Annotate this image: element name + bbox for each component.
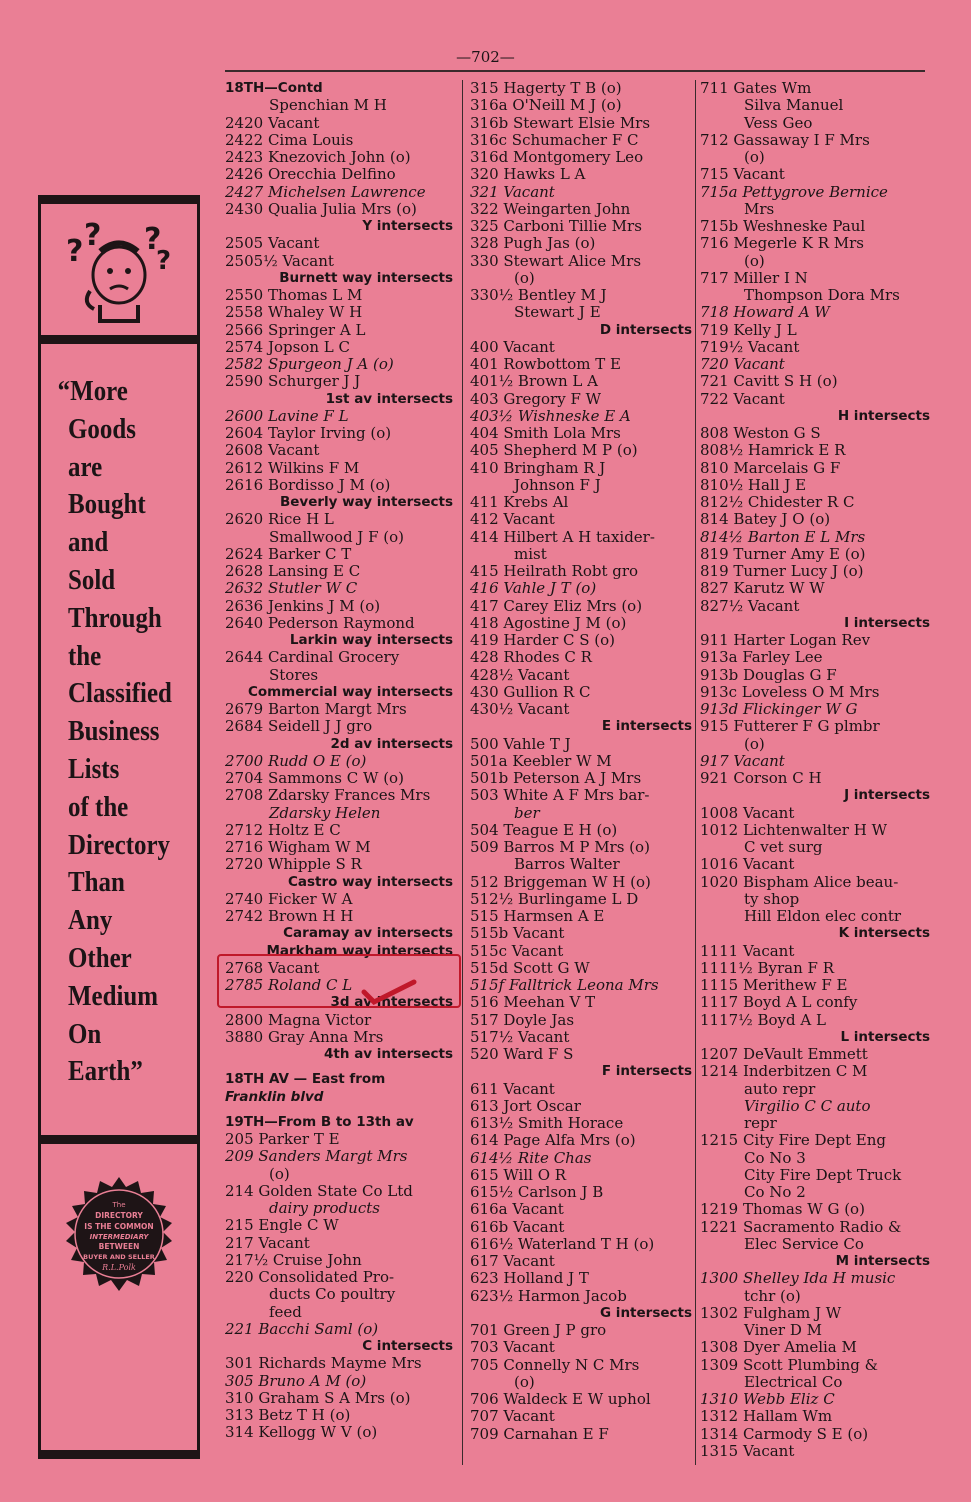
listing-continuation: (o): [514, 1373, 535, 1391]
listing-continuation: Co No 3: [744, 1149, 806, 1167]
listing: 515f Falltrick Leona Mrs: [470, 977, 659, 994]
listing-continuation: Virgilio C C auto: [744, 1097, 871, 1115]
listing: 3880 Gray Anna Mrs: [225, 1028, 384, 1046]
listing: 1016 Vacant: [700, 856, 795, 874]
listing: 814 Batey J O (o): [700, 511, 831, 529]
listing-continuation: Thompson Dora Mrs: [744, 287, 900, 304]
listing: 2716 Wigham W M: [225, 839, 371, 856]
ad-bottom-band: [38, 1450, 200, 1459]
pen-highlight-box: [217, 954, 461, 1008]
listing-continuation: Silva Manuel: [744, 97, 844, 115]
listing: 814½ Barton E L Mrs: [700, 528, 866, 546]
listing: 322 Weingarten John: [470, 200, 631, 218]
listing: 1314 Carmody S E (o): [700, 1425, 869, 1443]
listing: 411 Krebs Al: [470, 494, 569, 511]
listing: 614½ Rite Chas: [470, 1149, 592, 1167]
listing: 1111 Vacant: [700, 942, 795, 960]
listing: 330 Stewart Alice Mrs: [470, 252, 642, 270]
listing: 711 Gates Wm: [700, 80, 812, 97]
listing: 2600 Lavine F L: [225, 407, 349, 425]
listing: 401 Rowbottom T E: [470, 356, 621, 373]
listing: 810½ Hall J E: [700, 476, 807, 494]
listing: 1308 Dyer Amelia M: [700, 1339, 857, 1357]
listing: 720 Vacant: [700, 356, 785, 373]
listing: 416 Vahle J T (o): [470, 580, 597, 598]
listing: 1219 Thomas W G (o): [700, 1201, 865, 1219]
listing-continuation: auto repr: [744, 1080, 816, 1098]
intersection-heading: D intersects: [599, 321, 692, 338]
ad-top-band: [38, 195, 200, 204]
listing: 2636 Jenkins J M (o): [225, 597, 381, 615]
listing: 819 Turner Lucy J (o): [700, 563, 864, 580]
listing: 1115 Merithew F E: [700, 977, 848, 994]
slogan-line: Classified: [68, 677, 172, 710]
intersection-heading: Markham way intersects: [266, 942, 453, 959]
listing: 2608 Vacant: [225, 442, 320, 460]
listing-continuation: mist: [514, 545, 547, 563]
intersection-heading: Beverly way intersects: [279, 494, 453, 510]
listing: 517½ Vacant: [470, 1028, 570, 1046]
seal-line: BUYER AND SELLER: [83, 1253, 155, 1261]
listing: 2612 Wilkins F M: [225, 459, 360, 477]
intersection-heading: Caramay av intersects: [283, 925, 453, 942]
listing: 414 Hilbert A H taxider-: [470, 528, 655, 546]
seal-signature: R.L.Polk: [102, 1263, 136, 1272]
intersection-heading: K intersects: [838, 925, 930, 942]
listing: 2742 Brown H H: [225, 908, 354, 925]
slogan-line: of the: [68, 790, 129, 823]
listing-continuation: Vess Geo: [744, 114, 813, 132]
listing: 705 Connelly N C Mrs: [470, 1356, 640, 1374]
slogan-line: are: [68, 450, 103, 483]
listing: 2632 Stutler W C: [225, 580, 358, 598]
listing: 703 Vacant: [470, 1339, 555, 1357]
listing: 2800 Magna Victor: [225, 1011, 372, 1029]
listing-continuation: (o): [744, 149, 765, 166]
listing: 205 Parker T E: [225, 1131, 340, 1148]
ad-border-right: [197, 195, 200, 1459]
intersection-heading: I intersects: [844, 614, 930, 631]
listing: 611 Vacant: [470, 1080, 555, 1098]
listing: 616a Vacant: [470, 1201, 564, 1219]
listing: 2427 Michelsen Lawrence: [225, 183, 426, 201]
listing: 615 Will O R: [470, 1166, 567, 1184]
listing: 217½ Cruise John: [225, 1251, 362, 1269]
listing: 316c Schumacher F C: [470, 131, 639, 149]
slogan-line: Through: [68, 601, 162, 634]
svg-text:?: ?: [144, 222, 162, 257]
listing: 2566 Springer A L: [225, 321, 366, 339]
listing: 515b Vacant: [470, 925, 565, 943]
slogan-line: “More: [57, 375, 128, 407]
listing: 404 Smith Lola Mrs: [470, 425, 621, 442]
listing: 722 Vacant: [700, 390, 785, 408]
listing: 1012 Lichtenwalter H W: [700, 821, 888, 839]
directory-column-1: [225, 80, 453, 1442]
listing: 313 Betz T H (o): [225, 1407, 351, 1424]
listing: 215 Engle C W: [225, 1217, 339, 1235]
listing-continuation: City Fire Dept Truck: [744, 1166, 902, 1184]
listing-continuation: Viner D M: [744, 1322, 822, 1339]
seal-line: The: [112, 1201, 126, 1209]
listing: 1008 Vacant: [700, 804, 795, 822]
listing: 209 Sanders Margt Mrs: [225, 1148, 408, 1166]
spacer: [225, 1106, 453, 1114]
listing: 1310 Webb Eliz C: [700, 1391, 835, 1408]
listing-continuation: (o): [514, 269, 535, 287]
listing: 2720 Whipple S R: [225, 856, 362, 874]
street-heading: 19TH—From B to 13th av: [225, 1113, 414, 1130]
listing: 719 Kelly J L: [700, 321, 797, 339]
listing: 305 Bruno A M (o): [225, 1372, 367, 1390]
listing: 2640 Pederson Raymond: [225, 614, 415, 632]
listing: 2679 Barton Margt Mrs: [225, 701, 407, 718]
slogan-line: On: [68, 1017, 102, 1050]
listing: 217 Vacant: [225, 1234, 310, 1252]
listing-continuation: Smallwood J F (o): [269, 528, 404, 546]
listing: 509 Barros M P Mrs (o): [470, 839, 650, 856]
listing: 501a Keebler W M: [470, 752, 612, 770]
listing: 2604 Taylor Irving (o): [225, 425, 392, 442]
svg-text:?: ?: [84, 218, 102, 253]
listing: 2430 Qualia Julia Mrs (o): [225, 200, 417, 218]
listing: 706 Waldeck E W uphol: [470, 1391, 651, 1408]
listing: 2704 Sammons C W (o): [225, 770, 404, 787]
listing: 913c Loveless O M Mrs: [700, 683, 880, 701]
listing: 2505½ Vacant: [225, 252, 334, 270]
street-heading: 18TH—Contd: [225, 80, 323, 96]
listing: 617 Vacant: [470, 1253, 555, 1270]
listing: 1309 Scott Plumbing &: [700, 1356, 879, 1374]
listing: 403 Gregory F W: [470, 390, 602, 408]
listing: 320 Hawks L A: [470, 166, 586, 184]
listing-continuation: C vet surg: [744, 839, 823, 856]
listing-continuation: ber: [514, 804, 540, 822]
listing: 512 Briggeman W H (o): [470, 873, 651, 891]
directory-column-3: [700, 80, 930, 1460]
listing: 2590 Schurger J J: [225, 373, 361, 391]
listing: 721 Cavitt S H (o): [700, 373, 838, 391]
seal-line: INTERMEDIARY: [89, 1233, 149, 1241]
listing: 2574 Jopson L C: [225, 338, 350, 356]
listing: 1315 Vacant: [700, 1442, 795, 1460]
listing: 718 Howard A W: [700, 304, 830, 322]
listing: 810 Marcelais G F: [700, 459, 841, 477]
listing: 403½ Wishneske E A: [470, 407, 631, 425]
listing: 501b Peterson A J Mrs: [470, 770, 642, 787]
intersection-heading: Castro way intersects: [288, 873, 453, 890]
intersection-heading: Commercial way intersects: [247, 683, 453, 700]
listing: 715a Pettygrove Bernice: [700, 183, 888, 201]
listing-continuation: Barros Walter: [514, 856, 620, 874]
listing-continuation: Stores: [269, 666, 319, 684]
intersection-heading: 4th av intersects: [324, 1046, 453, 1062]
listing-continuation: Mrs: [744, 200, 775, 218]
listing-continuation: Zdarsky Helen: [269, 804, 381, 822]
listing: 516 Meehan V T: [470, 994, 596, 1012]
ad-separator: [38, 1135, 200, 1144]
seal-line: DIRECTORY: [95, 1211, 143, 1220]
intersection-heading: Larkin way intersects: [289, 632, 453, 648]
intersection-heading: H intersects: [837, 407, 930, 424]
ad-border-left: [38, 195, 41, 1459]
listing: 827½ Vacant: [700, 597, 800, 615]
seal-line: IS THE COMMON: [84, 1222, 154, 1231]
listing-continuation: (o): [744, 252, 765, 270]
listing: 314 Kellogg W V (o): [225, 1424, 378, 1442]
listing: 707 Vacant: [470, 1408, 555, 1426]
slogan-line: Than: [68, 866, 125, 899]
listing: 503 White A F Mrs bar-: [470, 787, 650, 805]
intersection-heading: 1st av intersects: [325, 390, 453, 407]
listing: 2644 Cardinal Grocery: [225, 649, 400, 667]
listing: 2582 Spurgeon J A (o): [225, 356, 394, 373]
listing: 2620 Rice H L: [225, 511, 334, 529]
listing: 321 Vacant: [470, 183, 555, 201]
listing-continuation: ducts Co poultry: [269, 1286, 396, 1304]
listing: 2785 Roland C L: [225, 977, 353, 994]
listing: 2505 Vacant: [225, 235, 320, 253]
column-rule: [462, 80, 463, 1465]
intersection-heading: C intersects: [362, 1338, 453, 1354]
listing: 2628 Lansing E C: [225, 563, 361, 580]
listing: 915 Futterer F G plmbr: [700, 718, 880, 736]
listing: 515 Harmsen A E: [470, 908, 605, 925]
listing: 412 Vacant: [470, 511, 555, 529]
slogan-line: Goods: [68, 412, 136, 445]
listing: 1302 Fulgham J W: [700, 1304, 842, 1322]
listing-continuation: (o): [744, 735, 765, 753]
listing: 1221 Sacramento Radio &: [700, 1218, 902, 1236]
slogan-line: Business: [68, 715, 160, 748]
listing-continuation: ty shop: [744, 890, 800, 908]
listing: 616b Vacant: [470, 1218, 565, 1236]
listing: 2712 Holtz E C: [225, 821, 341, 839]
listing: 419 Harder C S (o): [470, 632, 616, 649]
street-heading: 18TH AV — East from: [225, 1071, 386, 1088]
slogan-line: Earth”: [68, 1055, 143, 1088]
listing: 315 Hagerty T B (o): [470, 80, 622, 97]
ad-slogan: [57, 373, 188, 1091]
listing: 701 Green J P gro: [470, 1322, 607, 1339]
column-rule: [695, 80, 696, 1465]
listing: 2550 Thomas L M: [225, 287, 363, 304]
listing: 615½ Carlson J B: [470, 1184, 604, 1201]
listing: 417 Carey Eliz Mrs (o): [470, 597, 643, 615]
listing: 301 Richards Mayme Mrs: [225, 1355, 422, 1373]
listing: 316b Stewart Elsie Mrs: [470, 114, 651, 132]
listing: 712 Gassaway I F Mrs: [700, 131, 870, 149]
listing: 512½ Burlingame L D: [470, 890, 639, 908]
intersection-heading: M intersects: [835, 1253, 930, 1269]
listing-continuation: feed: [269, 1303, 302, 1321]
listing: 316a O'Neill M J (o): [470, 97, 622, 115]
listing: 614 Page Alfa Mrs (o): [470, 1132, 636, 1150]
listing: 430½ Vacant: [470, 701, 570, 718]
listing-continuation: Electrical Co: [744, 1373, 843, 1391]
listing: 2422 Cima Louis: [225, 131, 354, 149]
listing: 415 Heilrath Robt gro: [470, 563, 639, 580]
listing: 405 Shepherd M P (o): [470, 442, 638, 460]
listing: 911 Harter Logan Rev: [700, 632, 871, 649]
pen-checkmark-icon: [360, 978, 420, 1008]
listing: 1300 Shelley Ida H music: [700, 1270, 896, 1288]
listing-continuation: Spenchian M H: [269, 97, 387, 115]
listing: 325 Carboni Tillie Mrs: [470, 218, 642, 235]
listing: 1207 DeVault Emmett: [700, 1046, 868, 1063]
intersection-heading: E intersects: [601, 718, 692, 735]
slogan-line: Any: [68, 904, 113, 937]
svg-text:?: ?: [156, 246, 172, 276]
listing: 515d Scott G W: [470, 959, 590, 977]
listing: 328 Pugh Jas (o): [470, 235, 596, 253]
listing: 913a Farley Lee: [700, 649, 823, 667]
listing: 719½ Vacant: [700, 338, 800, 356]
listing: 220 Consolidated Pro-: [225, 1269, 395, 1286]
listing: 913b Douglas G F: [700, 666, 837, 684]
listing-continuation: tchr (o): [744, 1287, 801, 1305]
listing: 623 Holland J T: [470, 1270, 589, 1288]
intersection-heading: Burnett way intersects: [279, 269, 453, 286]
listing: 316d Montgomery Leo: [470, 149, 644, 166]
listing: 504 Teague E H (o): [470, 821, 618, 839]
listing: 715 Vacant: [700, 166, 785, 184]
listing: 1117½ Boyd A L: [700, 1011, 826, 1029]
slogan-line: Medium: [68, 979, 159, 1012]
listing: 418 Agostine J M (o): [470, 614, 627, 632]
listing: 2708 Zdarsky Frances Mrs: [225, 787, 431, 805]
listing: 616½ Waterland T H (o): [470, 1235, 655, 1253]
listing-continuation: Co No 2: [744, 1184, 806, 1201]
listing: 1117 Boyd A L confy: [700, 994, 858, 1012]
svg-text:?: ?: [66, 234, 84, 269]
listing: 330½ Bentley M J: [470, 287, 607, 304]
listing: 717 Miller I N: [700, 269, 808, 287]
listing: 214 Golden State Co Ltd: [225, 1182, 413, 1200]
listing: 819 Turner Amy E (o): [700, 545, 866, 563]
listing: 1312 Hallam Wm: [700, 1408, 833, 1426]
slogan-line: and: [68, 526, 109, 559]
seal-line: BETWEEN: [98, 1242, 140, 1251]
listing-continuation: (o): [269, 1165, 290, 1183]
listing: 2423 Knezovich John (o): [225, 149, 411, 166]
listing: 1215 City Fire Dept Eng: [700, 1132, 887, 1150]
listing: 613 Jort Oscar: [470, 1097, 581, 1115]
listing: 2558 Whaley W H: [225, 304, 363, 322]
sidebar-advertisement: [38, 195, 200, 1465]
listing: 310 Graham S A Mrs (o): [225, 1389, 411, 1407]
intersection-heading: 2d av intersects: [330, 735, 453, 752]
listing-continuation: Elec Service Co: [744, 1235, 864, 1253]
slogan-line: Bought: [68, 488, 146, 521]
slogan-line: Sold: [68, 563, 116, 596]
listing: 913d Flickinger W G: [700, 701, 858, 718]
listing: 520 Ward F S: [470, 1046, 574, 1063]
directory-seal-icon: [60, 1175, 178, 1293]
street-heading: Franklin blvd: [225, 1088, 324, 1105]
listing: 808½ Hamrick E R: [700, 442, 846, 460]
spacer: [225, 1063, 453, 1071]
listing: 517 Doyle Jas: [470, 1011, 575, 1029]
listing-continuation: Hill Eldon elec contr: [744, 908, 902, 925]
listing: 401½ Brown L A: [470, 373, 598, 391]
intersection-heading: F intersects: [601, 1063, 692, 1080]
listing-continuation: Stewart J E: [514, 304, 601, 322]
top-rule: [225, 70, 925, 72]
slogan-line: Other: [68, 941, 132, 974]
listing-continuation: repr: [744, 1115, 777, 1132]
listing: 2740 Ficker W A: [225, 890, 353, 908]
listing: 716 Megerle K R Mrs: [700, 235, 864, 253]
intersection-heading: Y intersects: [362, 218, 453, 234]
listing-continuation: Johnson F J: [514, 476, 601, 494]
listing: 812½ Chidester R C: [700, 494, 855, 511]
listing: 623½ Harmon Jacob: [470, 1287, 627, 1305]
intersection-heading: L intersects: [840, 1028, 930, 1045]
listing: 827 Karutz W W: [700, 580, 825, 598]
listing: 515c Vacant: [470, 942, 564, 960]
intersection-heading: J intersects: [844, 787, 930, 804]
slogan-line: the: [68, 639, 102, 672]
listing: 1020 Bispham Alice beau-: [700, 873, 899, 891]
listing: 1214 Inderbitzen C M: [700, 1063, 868, 1081]
listing: 715b Weshneske Paul: [700, 218, 866, 235]
puzzled-boy-cartoon-icon: [60, 213, 178, 323]
listing-continuation: dairy products: [269, 1200, 380, 1217]
listing: 808 Weston G S: [700, 425, 821, 442]
listing: 921 Corson C H: [700, 770, 822, 787]
listing: 2426 Orecchia Delfino: [225, 166, 396, 184]
page-number: —702—: [456, 48, 515, 66]
listing: 221 Bacchi Saml (o): [225, 1320, 379, 1338]
listing: 500 Vahle T J: [470, 735, 571, 753]
listing: 2768 Vacant: [225, 959, 320, 977]
listing: 400 Vacant: [470, 338, 555, 356]
intersection-heading: G intersects: [600, 1304, 692, 1321]
listing: 2420 Vacant: [225, 114, 320, 132]
listing: 709 Carnahan E F: [470, 1425, 609, 1443]
listing: 2624 Barker C T: [225, 545, 352, 563]
listing: 428 Rhodes C R: [470, 649, 592, 667]
listing: 613½ Smith Horace: [470, 1115, 624, 1132]
listing: 917 Vacant: [700, 752, 785, 770]
slogan-line: Lists: [68, 752, 120, 785]
listing: 428½ Vacant: [470, 666, 570, 684]
listing: 430 Gullion R C: [470, 683, 591, 701]
directory-column-2: [470, 80, 692, 1443]
listing: 410 Bringham R J: [470, 459, 606, 477]
listing: 1111½ Byran F R: [700, 959, 834, 977]
listing: 2700 Rudd O E (o): [225, 752, 367, 770]
ad-rule: [38, 335, 200, 344]
listing: 2616 Bordisso J M (o): [225, 476, 391, 494]
listing: 2684 Seidell J J gro: [225, 718, 373, 736]
slogan-line: Directory: [68, 828, 171, 861]
intersection-heading: 3d av intersects: [330, 994, 453, 1011]
